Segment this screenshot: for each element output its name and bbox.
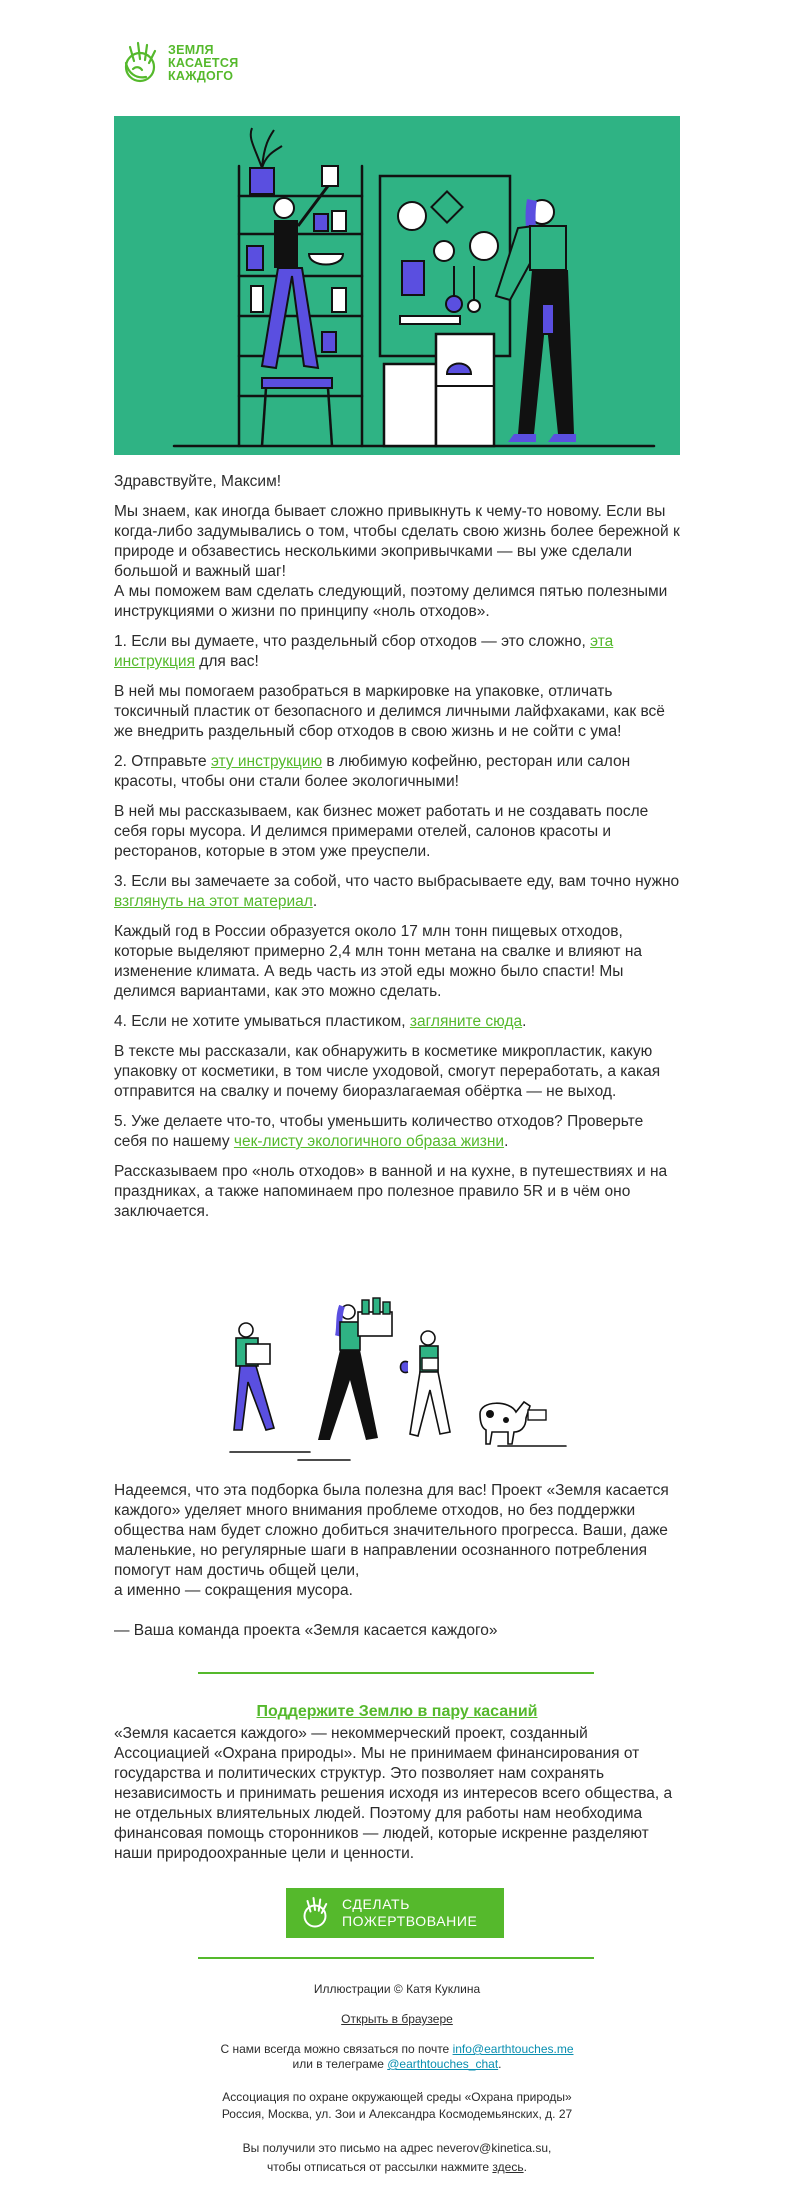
- hero-illustration: [114, 116, 680, 455]
- letter-body: [114, 472, 680, 1232]
- support-text: «Земля касается каждого» — некоммерческий проект, созданный Ассоциацией «Охрана природы». Мы не принимаем финансирования от государства и политических структур. Это позволяет нам сохранять независимость и принимать решения исходя из интересов всего общества, а не отдельных влиятельных людей. Поэтому для работы нам необходима финансовая помощь сторонников — людей, которые искренне разделяют наши природоохранные цели и ценности.: [114, 1725, 673, 1862]
- item-3-text: 3. Если вы замечаете за собой, что часто выбрасываете еду, вам точно нужно: [114, 873, 680, 890]
- item-1-heading: [114, 632, 680, 672]
- item-4-link[interactable]: загляните сюда: [409, 1013, 523, 1030]
- contact-telegram-end: .: [498, 2057, 502, 2071]
- footer-contacts: [114, 2042, 680, 2072]
- item-3-description: Каждый год в России образуется около 17 млн тонн пищевых отходов, которые выделяют примерно 2,4 млн тонн метана на свалке и влияют на изменение климата. А ведь часть из этой еды можно было спасти! Мы делимся вариантами, как это можно сделать.: [114, 923, 643, 1000]
- item-2-description: В ней мы рассказываем, как бизнес может работать и не создавать после себя горы мусора. И делимся примерами отелей, салонов красоты и ресторанов, которые в этом уже преуспели.: [114, 803, 649, 860]
- divider-bottom: [198, 1957, 594, 1959]
- item-5-text: 5. Уже делаете что-то, чтобы уменьшить количество отходов? Проверьте себя по нашему: [114, 1113, 644, 1150]
- unsubscribe-link[interactable]: здесь: [492, 2160, 524, 2174]
- item-4-text: 4. Если не хотите умываться пластиком,: [114, 1013, 410, 1030]
- item-4-description: В тексте мы рассказали, как обнаружить в косметике микропластик, какую упаковку от косметики, в том числе уходовой, смогут переработать, а какая отправится на свалку и почему биоразлагаемая обёртка — не выход.: [114, 1043, 661, 1100]
- footer-unsubscribe: [114, 2141, 680, 2175]
- item-2-link[interactable]: эту инструкцию: [210, 753, 323, 770]
- signature: — Ваша команда проекта «Земля касается каждого»: [114, 1622, 498, 1639]
- intro-text-2: А мы поможем вам сделать следующий, поэтому делимся пятью полезными инструкциями о жизни по принципу «ноль отходов».: [114, 583, 668, 620]
- hand-globe-icon: [298, 1895, 332, 1931]
- people-carrying-boxes-illustration: [228, 1290, 568, 1465]
- item-4-text-end: .: [522, 1013, 527, 1030]
- item-3-link[interactable]: взглянуть на этот материал: [114, 893, 313, 910]
- closing-paragraph: Надеемся, что эта подборка была полезна для вас! Проект «Земля касается каждого» уделяет много внимания проблеме отходов, но без поддержки общества нам будет сложно добиться значительного прогресса. Ваши, даже маленькие, но регулярные шаги в направлении осознанного потребления помогут нам достичь общей цели, а именно — сокращения мусора.: [114, 1482, 669, 1599]
- item-5-heading: [114, 1112, 680, 1152]
- email-link[interactable]: info@earthtouches.me: [452, 2042, 574, 2056]
- kitchen-shelves-illustration: [114, 116, 680, 455]
- open-in-browser-link[interactable]: Открыть в браузере: [341, 2012, 453, 2026]
- item-3-heading: [114, 872, 680, 912]
- support-block: [114, 1702, 680, 1864]
- contact-telegram-line: [114, 2057, 680, 2072]
- item-5-text-end: .: [504, 1133, 509, 1150]
- intro-text-1: Мы знаем, как иногда бывает сложно привыкнуть к чему-то новому. Если вы когда-либо задумывались о том, чтобы сделать свою жизнь более бережной к природе и обзавестись несколькими экопривычками — вы уже сделали большой и важный шаг!: [114, 503, 680, 580]
- support-title-link[interactable]: Поддержите Землю в пару касаний: [256, 1703, 538, 1720]
- unsubscribe-line: [114, 2160, 680, 2175]
- item-5-link[interactable]: чек-листу экологичного образа жизни: [233, 1133, 505, 1150]
- item-5-description: Рассказываем про «ноль отходов» в ванной и на кухне, в путешествиях и на праздниках, а также напоминаем про полезное правило 5R и в чём оно заключается.: [114, 1163, 668, 1220]
- unsubscribe-text: чтобы отписаться от рассылки нажмите: [267, 2160, 493, 2174]
- logo[interactable]: [118, 34, 268, 92]
- donate-button-label: СДЕЛАТЬ ПОЖЕРТВОВАНИЕ: [342, 1896, 478, 1929]
- item-3-text-end: .: [312, 893, 318, 910]
- donate-button[interactable]: [286, 1888, 504, 1938]
- closing-block: [114, 1481, 680, 1651]
- item-2-text-end: в любимую кофейню, ресторан или салон красоты, чтобы они стали более экологичными!: [114, 753, 631, 790]
- contact-telegram-text: или в телеграме: [292, 2057, 388, 2071]
- item-1-text-end: для вас!: [194, 653, 259, 670]
- item-1-link[interactable]: эта инструкция: [114, 633, 614, 670]
- contact-email-line: [114, 2042, 680, 2057]
- item-2-text: 2. Отправьте: [114, 753, 211, 770]
- org-address: Россия, Москва, ул. Зои и Александра Космодемьянских, д. 27: [221, 2107, 573, 2121]
- item-4-heading: [114, 1012, 680, 1032]
- received-address-text: Вы получили это письмо на адрес neverov@kinetica.su,: [242, 2141, 552, 2155]
- org-name: Ассоциация по охране окружающей среды «Охрана природы»: [222, 2090, 572, 2104]
- telegram-link[interactable]: @earthtouches_chat: [387, 2057, 499, 2071]
- item-1-text: 1. Если вы думаете, что раздельный сбор отходов — это сложно,: [114, 633, 591, 650]
- contact-email-text: С нами всегда можно связаться по почте: [220, 2042, 453, 2056]
- intro-paragraph: [114, 502, 680, 622]
- item-1-description: В ней мы помогаем разобраться в маркировке на упаковке, отличать токсичный пластик от безопасного и делимся личными лайфхаками, как всё же внедрить раздельный сбор отходов в свою жизнь и не сойти с ума!: [114, 683, 665, 740]
- footer-organization: [114, 2090, 680, 2122]
- footer-open-browser: [114, 2012, 680, 2027]
- footer-illustrations: [114, 1982, 680, 1997]
- hand-globe-icon: [118, 39, 162, 87]
- logo-text: ЗЕМЛЯ КАСАЕТСЯ КАЖДОГО: [168, 42, 239, 83]
- unsubscribe-text-end: .: [523, 2160, 527, 2174]
- illustrations-credit: Иллюстрации © Катя Куклина: [313, 1982, 481, 1996]
- divider-top: [198, 1672, 594, 1674]
- greeting: Здравствуйте, Максим!: [114, 473, 282, 490]
- item-2-heading: [114, 752, 680, 792]
